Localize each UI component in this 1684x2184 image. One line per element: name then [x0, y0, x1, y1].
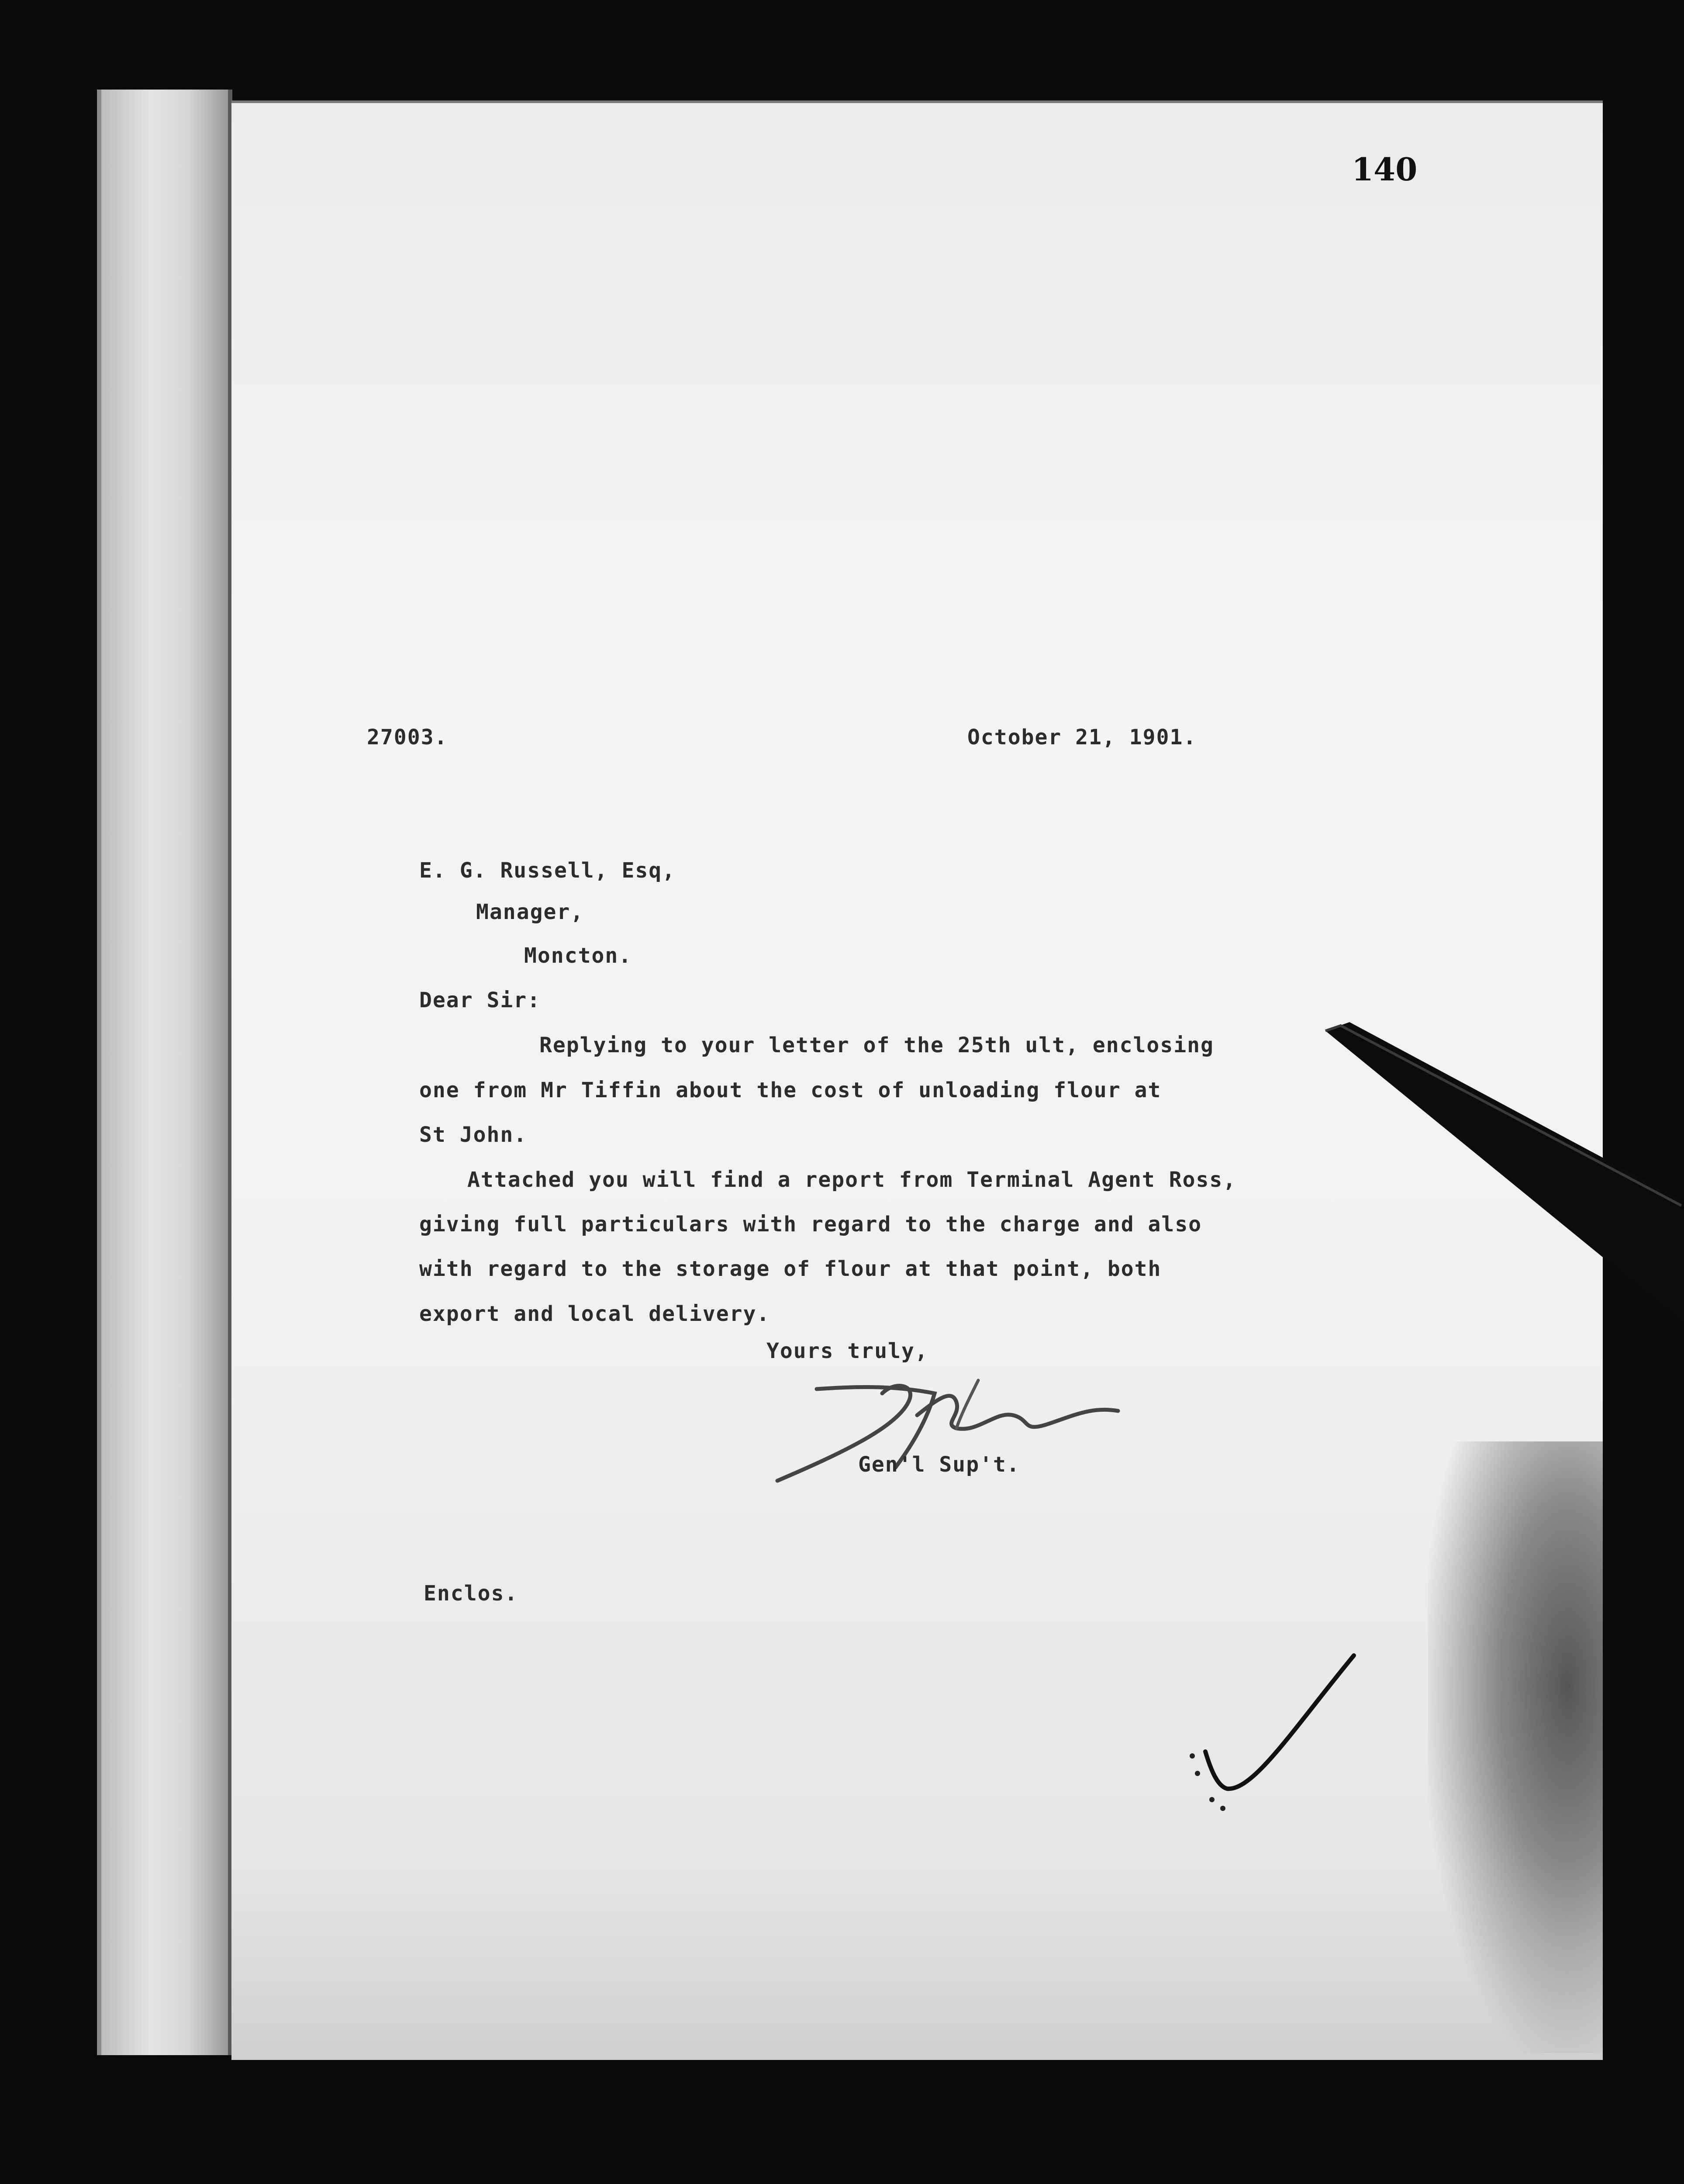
body-line: one from Mr Tiffin about the cost of unloading flour at — [419, 1078, 1162, 1102]
check-mark-icon — [1170, 1642, 1371, 1843]
enclosure-note: Enclos. — [424, 1581, 518, 1606]
salutation: Dear Sir: — [419, 988, 541, 1013]
recipient-title: Manager, — [476, 900, 584, 924]
closing: Yours truly, — [766, 1339, 928, 1363]
file-number: 27003. — [367, 725, 448, 750]
previous-page-edge — [101, 90, 232, 2055]
page-curl-shadow — [1428, 1441, 1603, 2053]
body-line: St John. — [419, 1123, 528, 1147]
body-line: export and local delivery. — [419, 1302, 770, 1326]
body-line: Attached you will find a report from Terminal Agent Ross, — [467, 1168, 1237, 1192]
pen-pointer-icon — [1323, 1018, 1684, 1324]
recipient-place: Moncton. — [524, 943, 632, 968]
body-line: with regard to the storage of flour at that point, both — [419, 1257, 1162, 1281]
page-number: 140 — [1352, 151, 1418, 188]
letter-date: October 21, 1901. — [967, 725, 1197, 750]
signer-title: Gen'l Sup't. — [858, 1452, 1020, 1477]
body-line: giving full particulars with regard to the charge and also — [419, 1212, 1202, 1237]
body-line: Replying to your letter of the 25th ult, enclosing — [539, 1033, 1214, 1057]
recipient-name: E. G. Russell, Esq, — [419, 858, 676, 883]
